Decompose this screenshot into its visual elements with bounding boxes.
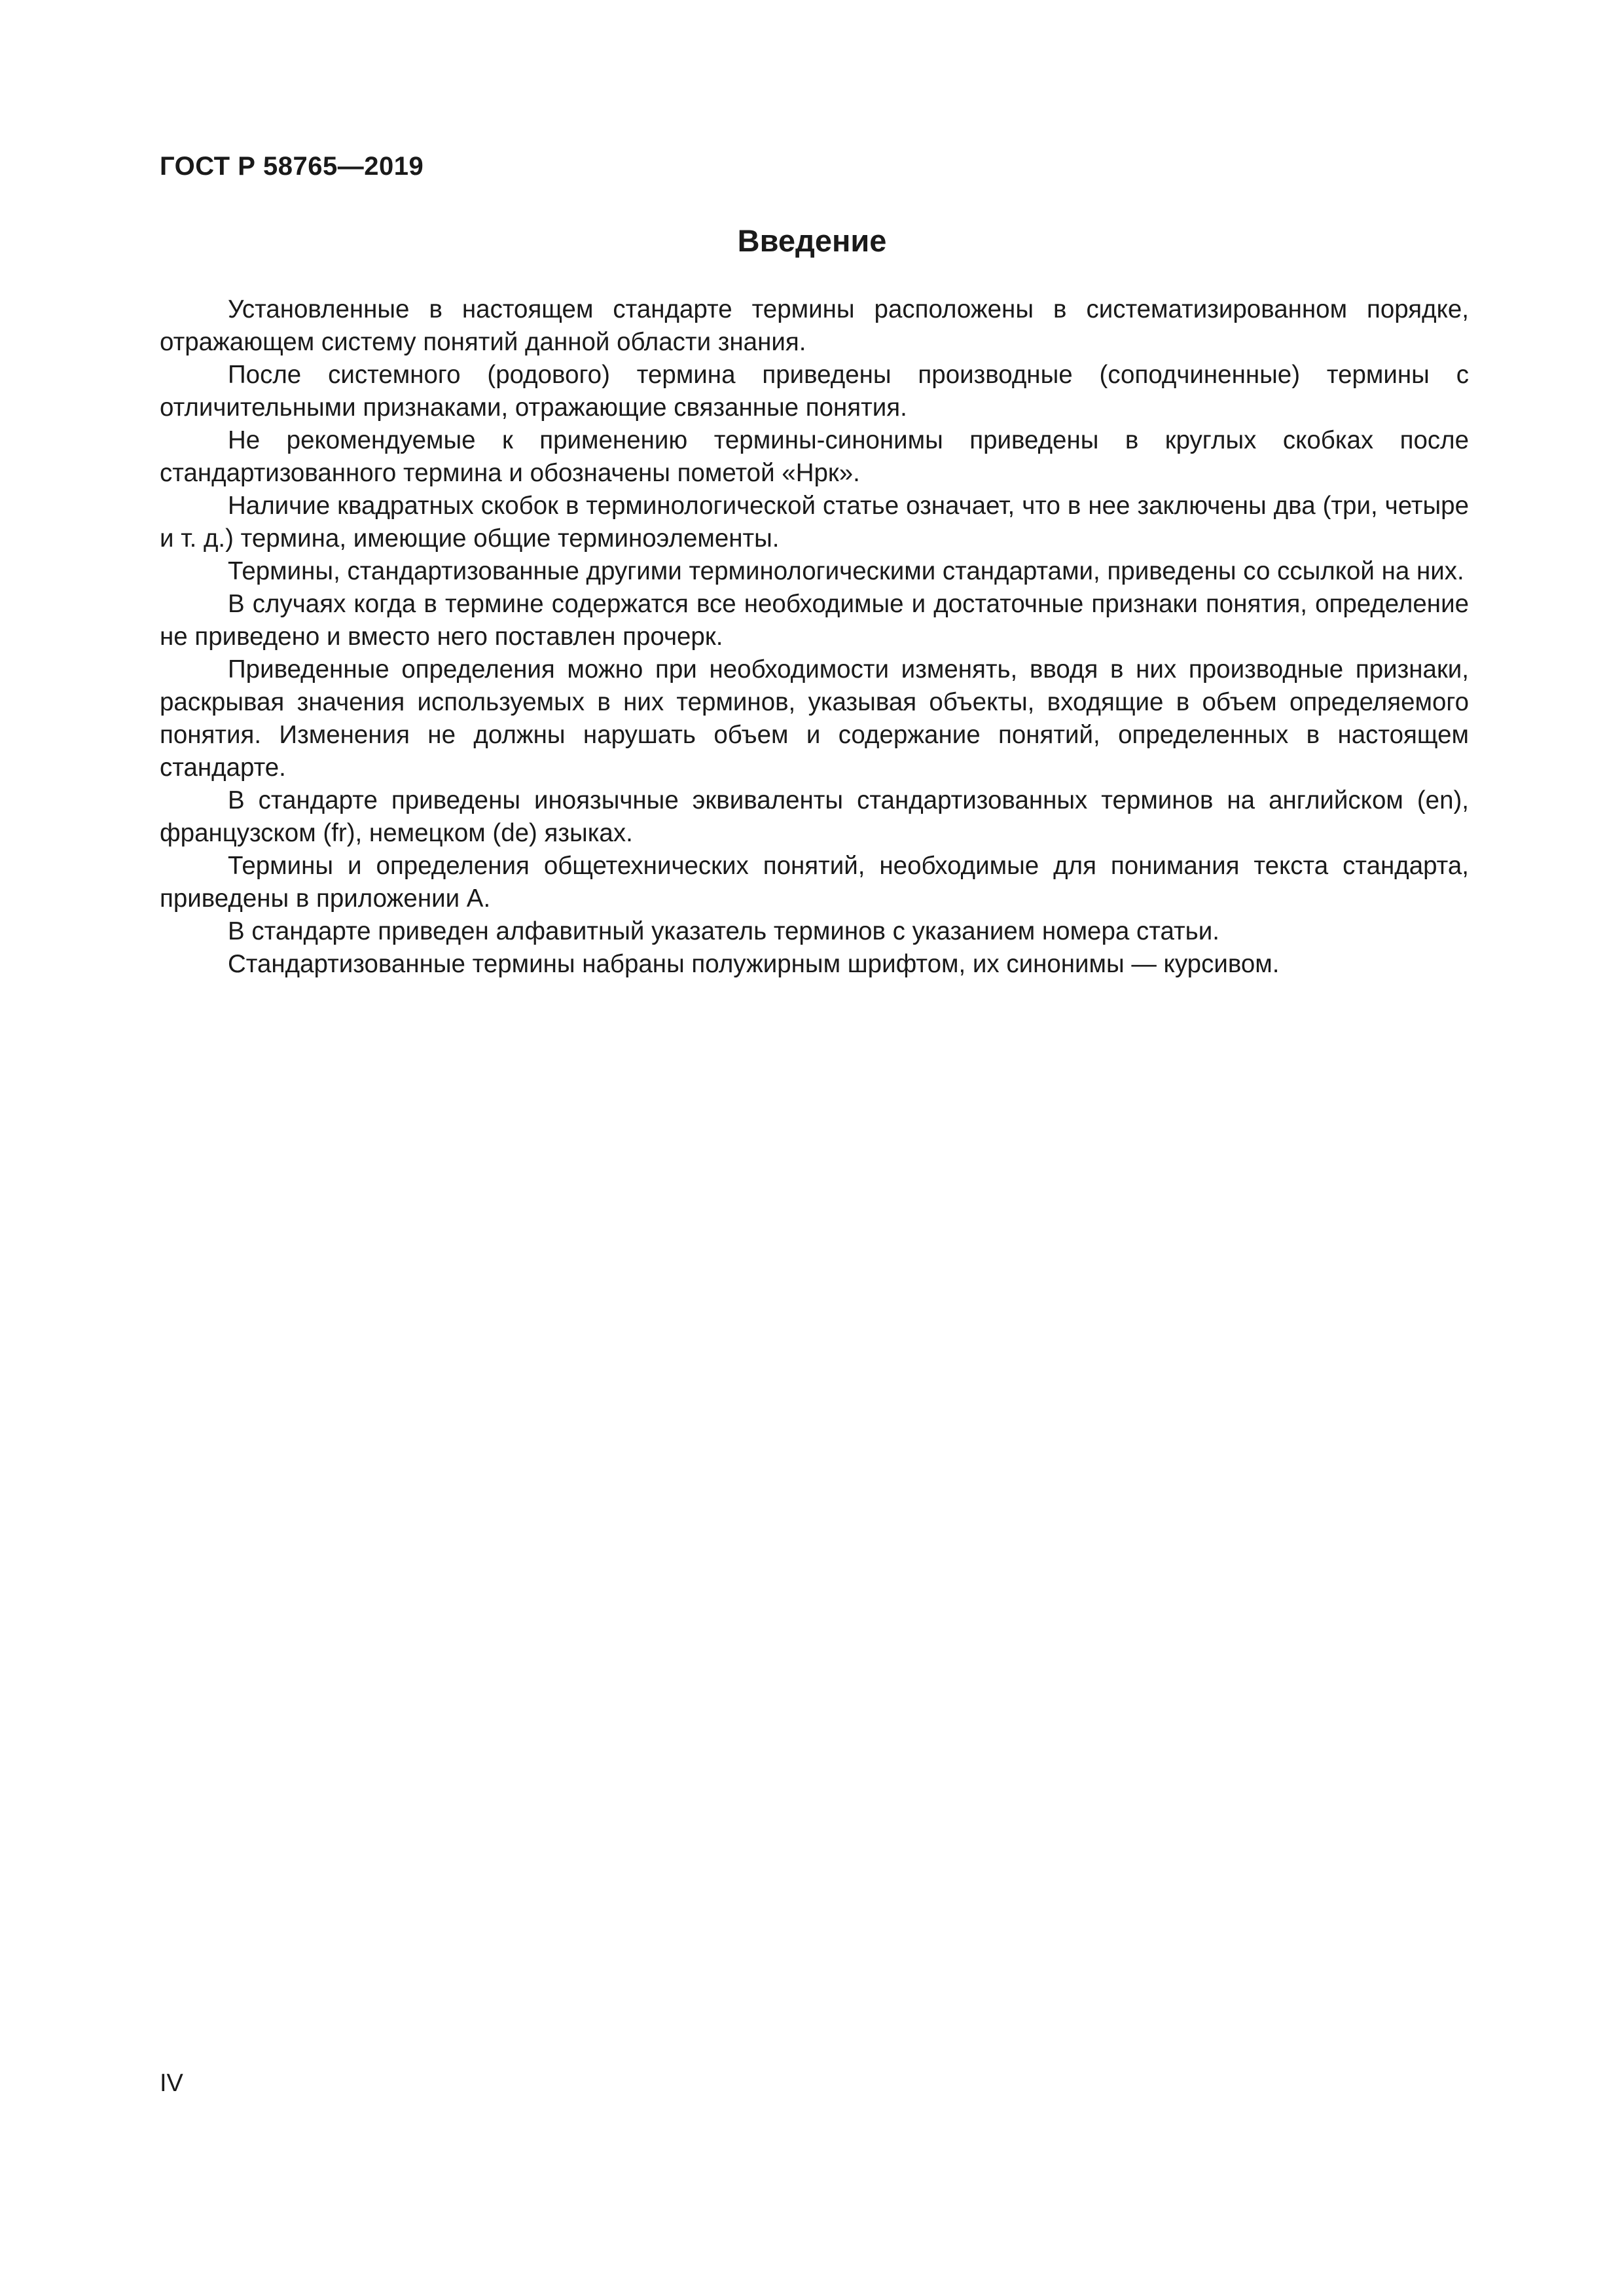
- paragraph: Установленные в настоящем стандарте термины расположены в систематизированном порядке, отражающем систему понятий данной области знания.: [160, 295, 1469, 356]
- introduction-body: [160, 293, 1469, 981]
- paragraph: Приведенные определения можно при необходимости изменять, вводя в них производные признаки, раскрывая значения используемых в них терминов, указывая объекты, входящие в объем определяемого понятия. Изменения не должны нарушать объем и содержание понятий, определенных в настоящем стандарте.: [160, 655, 1469, 782]
- paragraph: В стандарте приведен алфавитный указатель терминов с указанием номера статьи.: [228, 917, 1219, 945]
- paragraph: Термины, стандартизованные другими терминологическими стандартами, приведены со ссылкой на них.: [228, 557, 1464, 585]
- paragraph: Не рекомендуемые к применению термины-синонимы приведены в круглых скобках после стандартизованного термина и обозначены пометой «Нрк».: [160, 426, 1469, 487]
- section-title: Введение: [737, 223, 887, 258]
- paragraph: Термины и определения общетехнических понятий, необходимые для понимания текста стандарта, приведены в приложении А.: [160, 852, 1469, 913]
- page-number: IV: [160, 2069, 183, 2097]
- paragraph: В стандарте приведены иноязычные эквиваленты стандартизованных терминов на английском (en), французском (fr), немецком (de) языках.: [160, 786, 1469, 847]
- paragraph: После системного (родового) термина приведены производные (соподчиненные) термины с отличительными признаками, отражающие связанные понятия.: [160, 361, 1469, 422]
- paragraph: Стандартизованные термины набраны полужирным шрифтом, их синонимы — курсивом.: [228, 950, 1280, 978]
- paragraph: В случаях когда в термине содержатся все необходимые и достаточные признаки понятия, определение не приведено и вместо него поставлен прочерк.: [160, 590, 1469, 651]
- standard-code: ГОСТ Р 58765—2019: [160, 152, 424, 181]
- paragraph: Наличие квадратных скобок в терминологической статье означает, что в нее заключены два (три, четыре и т. д.) термина, имеющие общие терминоэлементы.: [160, 492, 1469, 553]
